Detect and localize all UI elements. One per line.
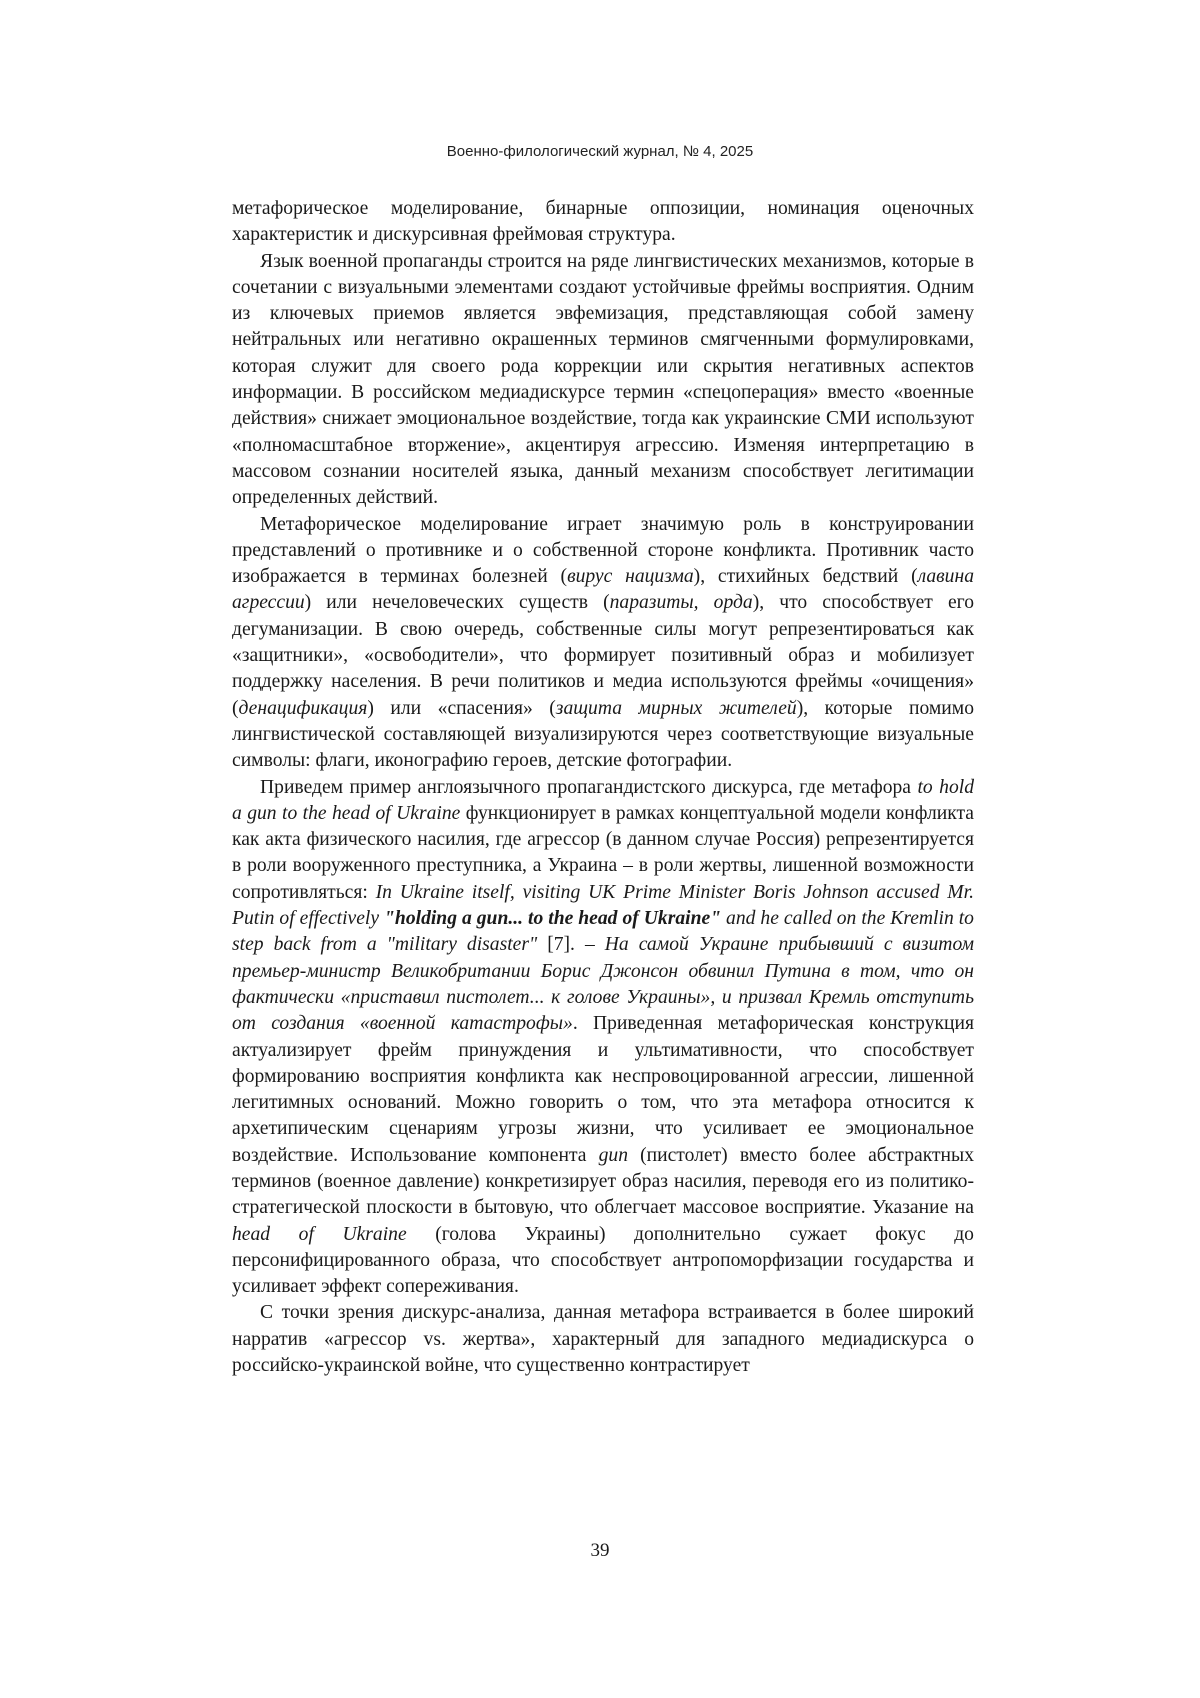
italic-text: вирус нацизма [567,566,694,588]
text-run: функционирует в рамках концептуальной модели конфликта как акта физического насилия, где агрессор (в данном случае Россия) репрезентируется в роли вооруженного преступника, а Украина – в роли жертвы, лишенной возможности сопротивляться: [232,802,974,903]
italic-text: денацификация [238,697,368,719]
paragraph-5 [232,1300,974,1379]
text-run: ), которые помимо лингвистической составляющей визуализируются через соответствующие визуальные символы: флаги, иконографию героев, детские фотографии. [232,697,974,772]
italic-text: head of Ukraine [232,1223,407,1245]
text-run: Метафорическое моделирование играет значимую роль в конструировании представлений о противнике и о собственной стороне конфликта. Противник часто изображается в терминах болезней ( [232,513,974,588]
italic-text: and he called on the Kremlin to step back from a "military disaster" [232,908,974,956]
text-run: ), что способствует его дегуманизации. В свою очередь, собственные силы могут репрезентироваться как «защитники», «освободители», что формирует позитивный образ и мобилизует поддержку населения. В речи политиков и медиа используются фреймы «очищения» ( [232,592,974,719]
italic-text: In Ukraine itself, visiting UK Prime Minister Boris Johnson accused Mr. Putin of effectively [232,881,974,930]
text-run: ) или нечеловеческих существ ( [304,592,610,614]
text-run: Приведем пример англоязычного пропагандистского дискурса, где метафора [260,776,918,798]
text-run: ), стихийных бедствий ( [693,566,918,588]
italic-text: gun [598,1144,628,1166]
italic-text: паразиты, орда [609,592,753,614]
italic-text: – На самой Украине прибывший с визитом премьер-министр Великобритании Борис Джонсон обвинил Путина в том, что он фактически «приставил пистолет... к голове Украины», и призвал Кремль отступить от создания «военной катастрофы» [232,934,975,1035]
text-run: . Приведенная метафорическая конструкция актуализирует фрейм принуждения и ультимативности, что способствует формированию восприятия конфликта как неспровоцированной агрессии, лишенной легитимных оснований. Можно говорить о том, что эта метафора относится к архетипическим сценариям угрозы жизни, что усиливает ее эмоциональное воздействие. Использование компонента [232,1013,974,1166]
italic-text: лавина агрессии [232,566,974,614]
page-number: 39 [590,1540,610,1561]
running-header: Военно-филологический журнал, № 4, 2025 [446,143,754,160]
italic-text: защита мирных жителей [555,697,797,719]
article-body [232,196,974,1379]
text-run: (пистолет) вместо более абстрактных терминов (военное давление) конкретизирует образ насилия, переводя его из политико-стратегической плоскости в бытовую, что облегчает массовое восприятие. Указание на [232,1144,974,1219]
text-run: Язык военной пропаганды строится на ряде лингвистических механизмов, которые в сочетании с визуальными элементами создают устойчивые фреймы восприятия. Одним из ключевых приемов является эвфемизация, представляющая собой замену нейтральных или негативно окрашенных терминов смягченными формулировками, которая служит для своего рода коррекции или скрытия негативных аспектов информации. В российском медиадискурсе термин «спецоперация» вместо «военные действия» снижает эмоциональное воздействие, тогда как украинские СМИ используют «полномасштабное вторжение», акцентируя агрессию. Изменяя интерпретацию в массовом сознании носителей языка, данный механизм способствует легитимации определенных действий. [232,250,974,509]
paragraph-4 [232,775,974,1301]
text-run: ) или «спасения» ( [367,697,556,719]
paragraph-1 [232,196,974,249]
bold-italic-text: "holding a gun... to the head of Ukraine" [384,908,722,930]
text-run: [7]. [537,934,585,956]
text-run: (голова Украины) дополнительно сужает фокус до персонифицированного образа, что способствует антропоморфизации государства и усиливает эффект сопереживания. [232,1223,974,1298]
text-run: С точки зрения дискурс-анализа, данная метафора встраивается в более широкий нарратив «агрессор vs. жертва», характерный для западного медиадискурса о российско-украинской войне, что существенно контрастирует [232,1302,974,1377]
paragraph-2 [232,249,974,512]
italic-text: to hold a gun to the head of Ukraine [232,776,974,824]
paragraph-3 [232,512,974,775]
text-run: метафорическое моделирование, бинарные оппозиции, номинация оценочных характеристик и дискурсивная фреймовая структура. [232,198,974,246]
